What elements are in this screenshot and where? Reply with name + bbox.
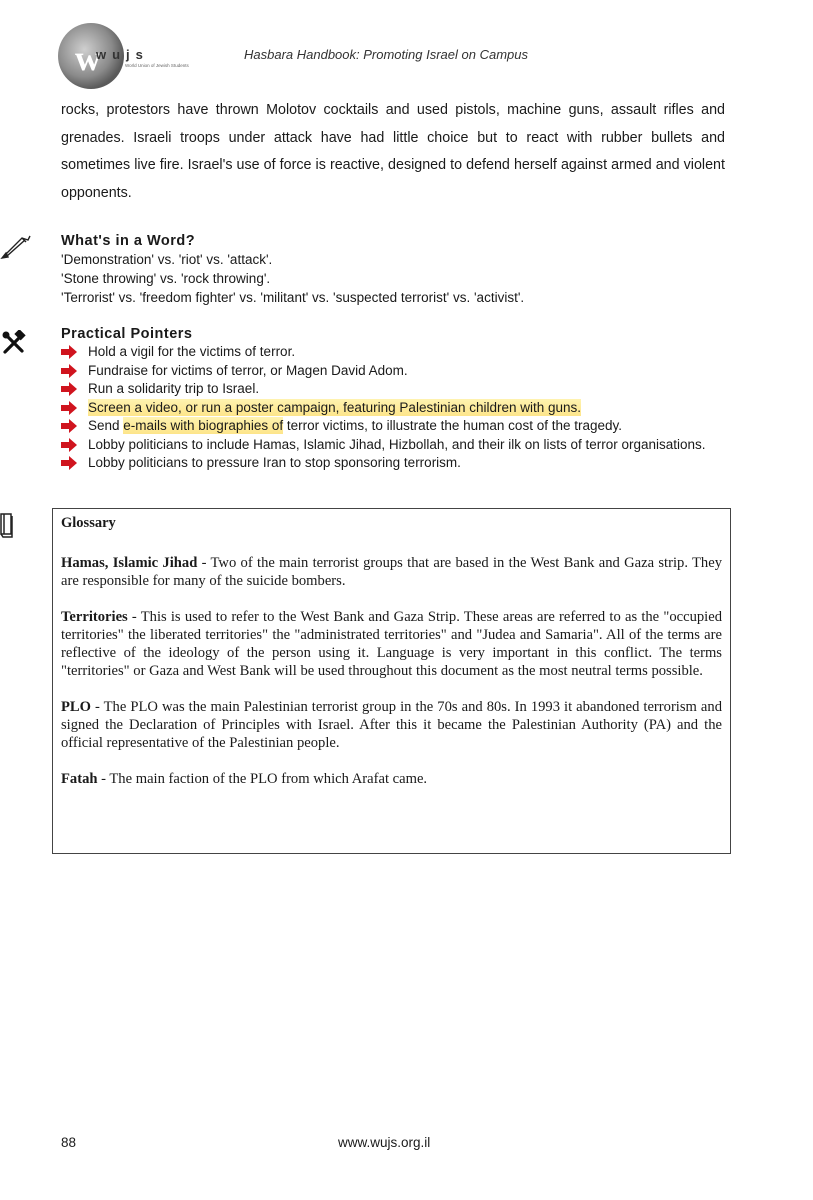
- red-arrow-icon: [61, 382, 77, 396]
- list-item: [61, 399, 726, 418]
- glossary-title: Glossary: [61, 515, 116, 531]
- word-line: 'Demonstration' vs. 'riot' vs. 'attack'.: [61, 252, 273, 267]
- list-item: Hold a vigil for the victims of terror.: [61, 343, 726, 362]
- highlighted-text: e-mails with biographies of: [123, 418, 284, 433]
- practical-pointers-heading: Practical Pointers: [61, 326, 193, 342]
- word-comparisons: [61, 250, 524, 307]
- logo-wordmark: wujs: [96, 47, 149, 62]
- list-item: Send e-mails with biographies of terror victims, to illustrate the human cost of the tragedy.: [61, 417, 726, 436]
- word-line: 'Terrorist' vs. 'freedom fighter' vs. 'militant' vs. 'suspected terrorist' vs. 'activist'.: [61, 290, 525, 305]
- intro-paragraph: rocks, protestors have thrown Molotov cocktails and used pistols, machine guns, assault rifles and grenades. Israeli troops under attack have had little choice but to react with rubber bullets and sometimes live fire. Israel's use of force is reactive, designed to defend herself against armed and violent opponents.: [61, 102, 725, 201]
- red-arrow-icon: [61, 438, 77, 452]
- list-item: Lobby politicians to include Hamas, Islamic Jihad, Hizbollah, and their ilk on lists of terror organisations.: [61, 436, 726, 455]
- glossary-definition: - The PLO was the main Palestinian terrorist group in the 70s and 80s. In 1993 it abandoned terrorism and signed the Declaration of Principles with Israel. After this it became the Palestinian Authority (PA) and the official representative of the Palestinian people.: [61, 699, 722, 751]
- footer-url: www.wujs.org.il: [338, 1135, 431, 1150]
- glossary-term: Territories: [61, 609, 128, 625]
- book-icon: [0, 512, 14, 543]
- glossary-term: Hamas, Islamic Jihad: [61, 555, 198, 571]
- running-header: Hasbara Handbook: Promoting Israel on Campus: [244, 47, 528, 62]
- glossary-definition: - The main faction of the PLO from which Arafat came.: [97, 771, 428, 787]
- word-line: 'Stone throwing' vs. 'rock throwing'.: [61, 271, 271, 286]
- glossary-definition: - This is used to refer to the West Bank and Gaza Strip. These areas are referred to as the "occupied territories" the liberated territories" the "administrated territories" and "Judea and Samaria". All of the terms are reflective of the ideology of the person using it. Language is very important in this conflict. The terms "territories" or Gaza and West Bank will be used throughout this document as the most neutral terms possible.: [61, 609, 722, 679]
- glossary-entry: [61, 608, 722, 680]
- tools-icon: [1, 330, 27, 361]
- list-item: Run a solidarity trip to Israel.: [61, 380, 726, 399]
- pen-icon: [0, 232, 34, 265]
- page-number: 88: [61, 1135, 77, 1150]
- red-arrow-icon: [61, 364, 77, 378]
- glossary-term: PLO: [61, 699, 91, 715]
- glossary-entry: [61, 770, 722, 788]
- glossary-box: [52, 508, 731, 854]
- svg-text:w: w: [75, 38, 101, 78]
- red-arrow-icon: [61, 345, 77, 359]
- red-arrow-icon: [61, 456, 77, 470]
- list-item: Lobby politicians to pressure Iran to stop sponsoring terrorism.: [61, 454, 726, 473]
- highlighted-text: Screen a video, or run a poster campaign, featuring Palestinian children with guns.: [88, 399, 582, 415]
- list-item: Fundraise for victims of terror, or Magen David Adom.: [61, 362, 726, 381]
- red-arrow-icon: [61, 419, 77, 433]
- logo-subtext: World Union of Jewish Students: [125, 63, 189, 68]
- red-arrow-icon: [61, 401, 77, 415]
- pointers-list: [61, 343, 726, 473]
- glossary-entry: [61, 554, 722, 590]
- glossary-term: Fatah: [61, 771, 98, 787]
- glossary-definition: - Two of the main terrorist groups that are based in the West Bank and Gaza strip. They are responsible for many of the suicide bombers.: [61, 555, 722, 589]
- glossary-entry: [61, 698, 722, 752]
- whats-in-a-word-heading: What's in a Word?: [61, 233, 196, 249]
